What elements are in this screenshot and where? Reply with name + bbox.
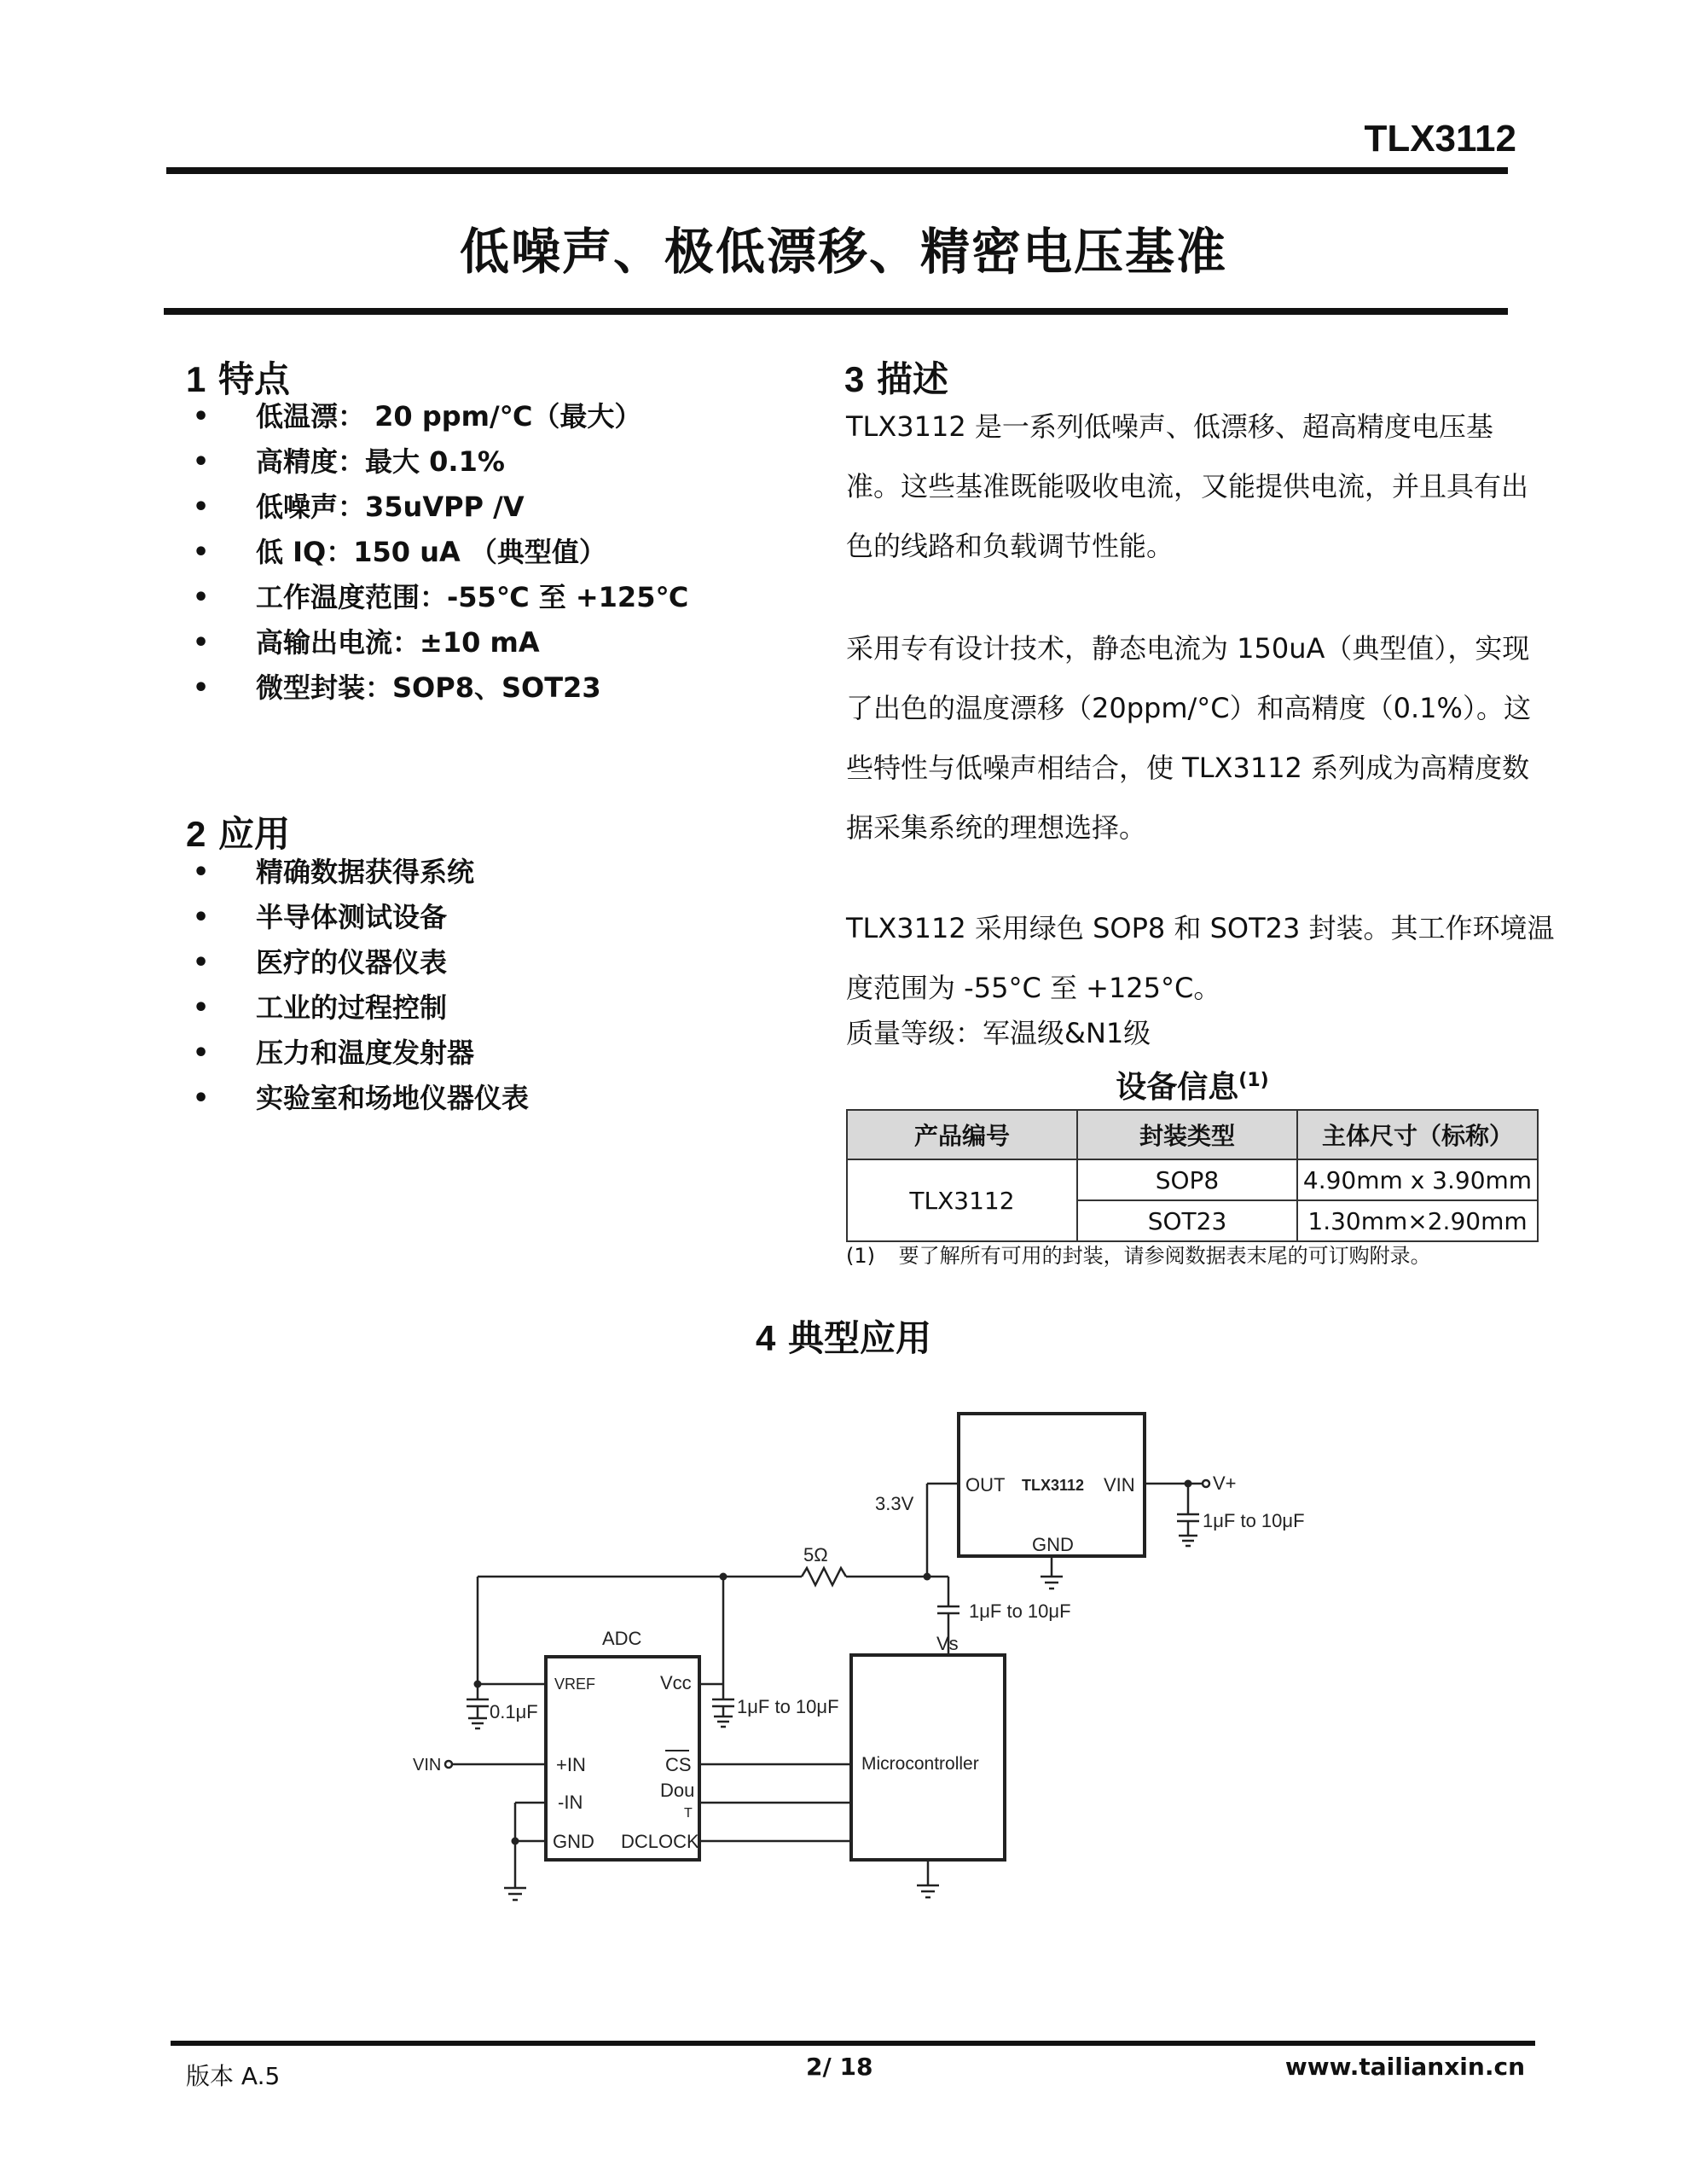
description-line: TLX3112 是一系列低噪声、低漂移、超高精度电压基 (846, 410, 1493, 443)
rail-voltage-label: 3.3V (875, 1493, 914, 1514)
ref-out-label: OUT (965, 1474, 1006, 1496)
typical-app-heading-number: 4 (756, 1318, 776, 1358)
adc-gnd-label: GND (553, 1831, 594, 1852)
page-title: 低噪声、极低漂移、精密电压基准 (459, 223, 1227, 281)
adc-cs-label: CS (665, 1754, 692, 1775)
description-line: 色的线路和负载调节性能。 (846, 530, 1174, 562)
application-item: • 精确数据获得系统 (188, 850, 529, 895)
feature-item: • 高输出电流：±10 mA (188, 620, 688, 665)
feature-item: • 低 IQ：150 uA （典型值） (188, 530, 688, 575)
vin-terminal-icon (445, 1761, 452, 1768)
footnote-text: 要了解所有可用的封装，请参阅数据表末尾的可订购附录。 (898, 1244, 1431, 1268)
table-header-cell: 封装类型 (1077, 1110, 1297, 1159)
node-dot (512, 1838, 519, 1845)
device-info-title-text: 设备信息 (1116, 1070, 1239, 1105)
description-line: 采用专有设计技术，静态电流为 150uA（典型值），实现 (846, 632, 1530, 665)
resistor-label: 5Ω (803, 1544, 828, 1565)
footnote-mark: (1) (846, 1244, 875, 1268)
application-item: • 实验室和场地仪器仪表 (188, 1076, 529, 1121)
cap-vref-label: 0.1μF (490, 1701, 538, 1722)
vin-input-label: VIN (413, 1756, 442, 1774)
footer-version: 版本 A.5 (186, 2062, 281, 2090)
feature-item: • 工作温度范围：-55℃ 至 +125℃ (188, 575, 688, 620)
resistor-icon (802, 1568, 846, 1585)
table-cell-part: TLX3112 (847, 1159, 1077, 1241)
description-line: 据采集系统的理想选择。 (846, 811, 1147, 844)
device-info-title-sup: (1) (1238, 1070, 1269, 1091)
footer-rule (171, 2041, 1535, 2046)
adc-dclock-label: DCLOCK (621, 1831, 699, 1852)
footer-page-number: 2/ 18 (806, 2053, 873, 2081)
adc-dout-label: Dou (660, 1780, 695, 1801)
footer-website[interactable]: www.tailianxin.cn (1284, 2053, 1525, 2081)
description-heading-text: 描述 (876, 358, 948, 400)
adc-title-label: ADC (602, 1628, 642, 1649)
table-cell: SOP8 (1077, 1159, 1297, 1200)
description-line: 准。这些基准既能吸收电流，又能提供电流，并且具有出 (846, 470, 1529, 502)
cap-vin-label: 1μF to 10μF (1203, 1510, 1305, 1531)
vs-label: Vs (936, 1633, 959, 1654)
part-number: TLX3112 (1364, 118, 1516, 160)
node-dot (720, 1573, 728, 1581)
cap-out-label: 1μF to 10μF (969, 1600, 1071, 1622)
node-dot (924, 1573, 931, 1581)
description-heading-number: 3 (844, 359, 865, 399)
vplus-label: V+ (1213, 1472, 1237, 1494)
application-item: • 医疗的仪器仪表 (188, 940, 529, 985)
mcu-label: Microcontroller (861, 1754, 979, 1774)
adc-inn-label: -IN (558, 1792, 583, 1813)
applications-heading-number: 2 (186, 814, 206, 854)
quality-grade: 质量等级：军温级&N1级 (846, 1017, 1151, 1049)
feature-item: • 低噪声：35uVPP /V (188, 485, 688, 530)
vplus-terminal-icon (1203, 1480, 1209, 1487)
ref-gnd-label: GND (1032, 1534, 1074, 1555)
adc-inp-label: +IN (556, 1754, 586, 1775)
adc-dout-t-label: T (684, 1806, 693, 1821)
table-header-cell: 产品编号 (847, 1110, 1077, 1159)
features-heading-number: 1 (186, 359, 206, 399)
ref-vin-label: VIN (1104, 1474, 1135, 1496)
features-heading-text: 特点 (217, 358, 290, 400)
node-dot (474, 1681, 482, 1688)
feature-item: • 高精度：最大 0.1% (188, 439, 688, 485)
ref-chip-label: TLX3112 (1022, 1477, 1085, 1494)
description-line: 些特性与低噪声相结合，使 TLX3112 系列成为高精度数 (846, 752, 1530, 784)
adc-vref-label: VREF (554, 1676, 596, 1693)
cap-vcc-label: 1μF to 10μF (737, 1696, 839, 1717)
table-cell: 1.30mm×2.90mm (1297, 1200, 1538, 1241)
node-dot (1185, 1480, 1192, 1488)
description-line: 度范围为 -55°C 至 +125°C。 (846, 972, 1221, 1004)
table-header-cell: 主体尺寸（标称） (1297, 1110, 1538, 1159)
feature-item: • 微型封装：SOP8、SOT23 (188, 665, 688, 711)
application-item: • 工业的过程控制 (188, 985, 529, 1031)
description-line: 了出色的温度漂移（20ppm/°C）和高精度（0.1%）。这 (846, 692, 1531, 724)
feature-item: • 低温漂： 20 ppm/℃（最大） (188, 394, 688, 439)
typical-app-heading-text: 典型应用 (787, 1317, 931, 1359)
table-cell: SOT23 (1077, 1200, 1297, 1241)
adc-vcc-label: Vcc (660, 1672, 692, 1693)
table-cell: 4.90mm x 3.90mm (1297, 1159, 1538, 1200)
applications-heading-text: 应用 (217, 813, 290, 855)
application-item: • 压力和温度发射器 (188, 1031, 529, 1076)
application-item: • 半导体测试设备 (188, 895, 529, 940)
description-line: TLX3112 采用绿色 SOP8 和 SOT23 封装。其工作环境温 (846, 912, 1555, 944)
